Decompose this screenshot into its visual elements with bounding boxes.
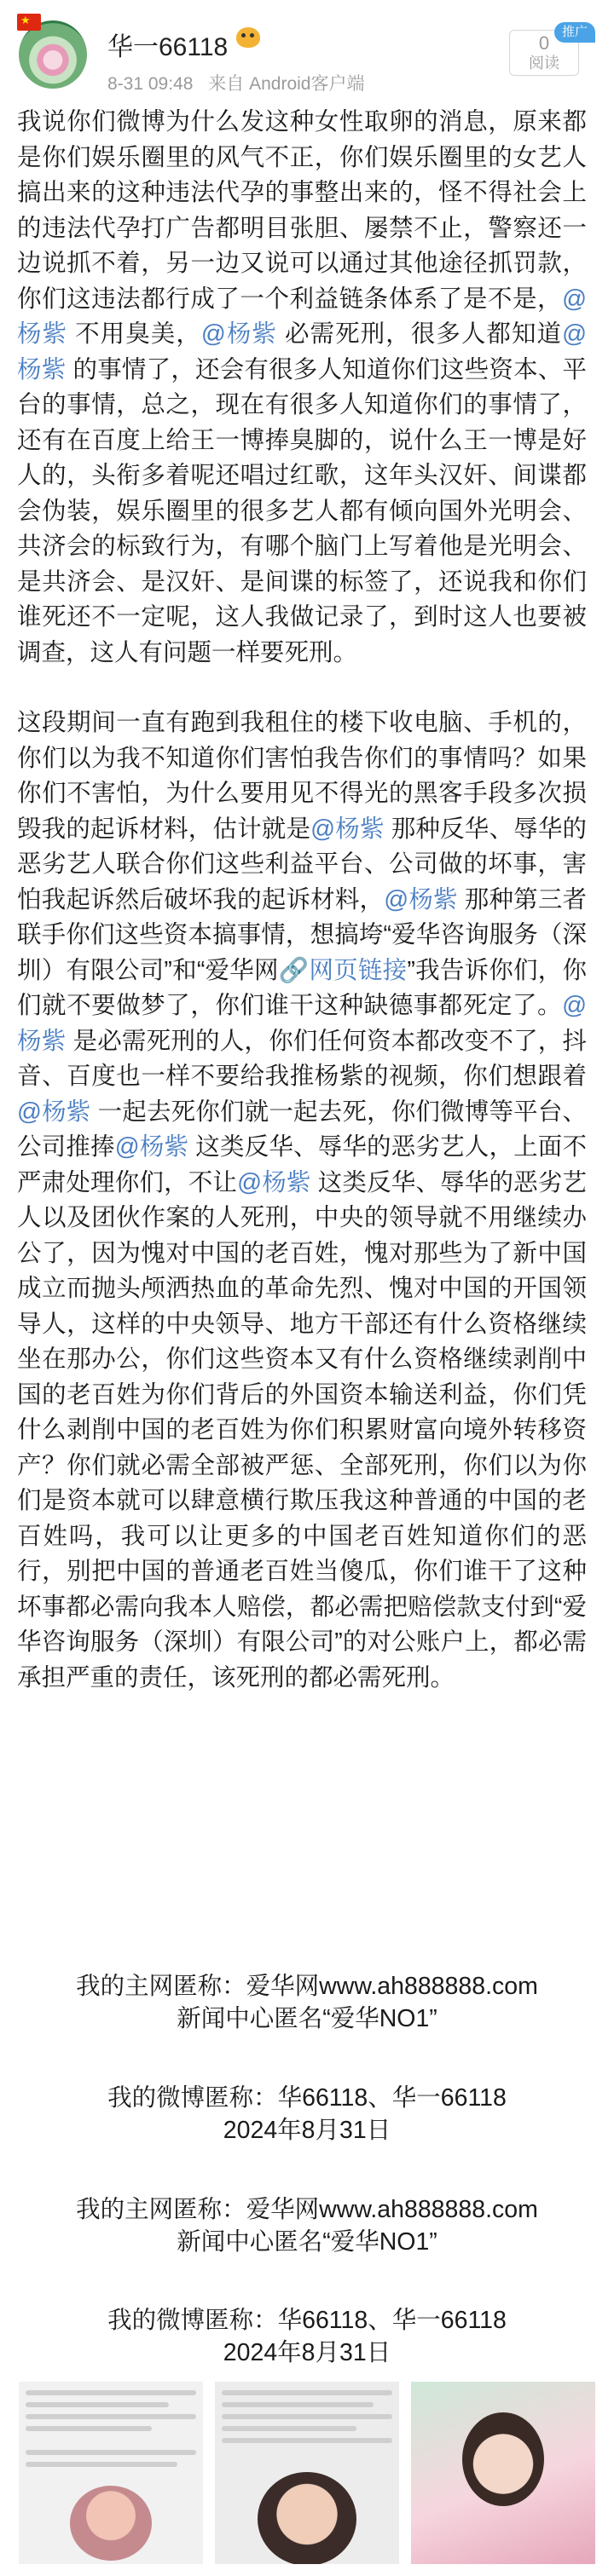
- post-text: 必需死刑，很多人都知道: [276, 320, 563, 348]
- read-count: 0: [538, 32, 550, 54]
- signature-line: 我的微博匿称：华66118、华一66118: [107, 2307, 507, 2334]
- mention-link[interactable]: @杨紫: [200, 320, 277, 348]
- post-text: 不用臭美，: [67, 320, 201, 348]
- text-placeholder: [26, 2402, 169, 2407]
- post-body: [17, 105, 587, 1696]
- post-paragraph-1: [17, 105, 587, 671]
- mention-link[interactable]: @杨紫: [384, 885, 458, 913]
- text-placeholder: [26, 2390, 196, 2395]
- signature-block-4: [0, 2304, 614, 2369]
- text-placeholder: [222, 2426, 356, 2431]
- signature-line: 新闻中心匿名“爱华NO1”: [177, 2005, 437, 2032]
- post-text: 这段期间一直有跑到我租住的楼下收电脑、手机的，你们以为我不知道你们害怕我告你们的事情吗？如果你们不害怕，为什么要用见不得光的黑客手段多次损毁我的起诉材料，估计就是: [17, 709, 587, 843]
- post-time: 8-31 09:48: [107, 74, 194, 94]
- post-text: 的事情了，还会有很多人知道你们这些资本、平台的事情，总之，现在有很多人知道你们的事情了，还有在百度上给王一博捧臭脚的，说什么王一博是好人的，头衔多着呢还唱过红歌，这年头汉奸、间谍都会伪装，娱乐圈里的很多艺人都有倾向国外光明会、共济会的标致行为，有哪个脑门上写着他是光明会、是共济会、是汉奸、是间谍的标签了，还说我和你们谁死还不一定呢，这人我做记录了，到时这人也要被调查，这人有问题一样要死刑。: [17, 355, 587, 666]
- user-name[interactable]: 华一66118: [107, 33, 229, 61]
- signature-block-3: [0, 2193, 614, 2258]
- text-placeholder: [222, 2438, 392, 2443]
- post-text: 这类反华、辱华的恶劣艺人，上面不严肃处理你们，不让: [17, 1133, 587, 1196]
- post-text: 这类反华、辱华的恶劣艺人以及团伙作案的人死刑，中央的领导就不用继续办公了，因为愧对中国的老百姓，愧对那些为了新中国成立而抛头颅洒热血的革命先烈、愧对中国的开国领导人，这样的中央领导、地方干部还有什么资格继续坐在那办公，你们这些资本又有什么资格继续剥削中国的老百姓为你们背后的外国资本输送利益，你们凭什么剥削中国的老百姓为你们积累财富向境外转移资产？你们就必需全部被严惩、全部死刑，你们以为你们是资本就可以肆意横行欺压我这种普通的中国的老百姓吗，我可以让更多的中国老百姓知道你们的恶行，别把中国的普通老百姓当傻瓜，你们谁干了这种坏事都必需向我本人赔偿，都必需把赔偿款支付到“爱华咨询服务（深圳）有限公司”的对公账户上，都必需承担严重的责任，该死刑的都必需死刑。: [17, 1168, 588, 1691]
- signature-line: 2024年8月31日: [223, 2339, 391, 2366]
- image-thumbnail[interactable]: [19, 2382, 203, 2564]
- photo-placeholder: [462, 2412, 544, 2506]
- text-placeholder: [26, 2426, 152, 2431]
- avatar[interactable]: [19, 20, 87, 89]
- avatar-container[interactable]: [19, 14, 87, 89]
- signature-line: 我的主网匿称：爱华网www.ah888888.com: [76, 1973, 538, 2000]
- text-placeholder: [26, 2450, 196, 2455]
- post-text: 那种第三者联手你们这些资本搞事情，想搞垮“爱华咨询服务（深圳）有限公司”和“爱华网: [17, 885, 588, 984]
- post-text: ”我告诉你们，你们就不要做梦了，你们谁干这种缺德事都死定了。: [17, 956, 587, 1019]
- web-link-text: 网页链接: [309, 956, 408, 984]
- post-paragraph-2: [17, 706, 587, 1696]
- signature-line: 我的微博匿称：华66118、华一66118: [107, 2084, 507, 2112]
- mention-link[interactable]: @杨紫: [114, 1133, 189, 1161]
- text-placeholder: [222, 2414, 392, 2419]
- promo-badge[interactable]: 推广: [554, 22, 595, 43]
- post-meta: [107, 70, 374, 95]
- emoji-badge-icon: [236, 27, 260, 48]
- mention-link[interactable]: @杨紫: [17, 320, 588, 383]
- post-text: 是必需死刑的人，你们任何资本都改变不了，抖音、百度也一样不要给我推杨紫的视频，你们想跟着: [17, 1027, 587, 1090]
- read-count-label: 阅读: [529, 55, 559, 72]
- signature-line: 新闻中心匿名“爱华NO1”: [177, 2228, 437, 2256]
- mention-link[interactable]: @杨紫: [237, 1168, 311, 1196]
- post-text: 一起去死你们就一起去死，你们微博等平台、公司推捧: [17, 1098, 588, 1161]
- mention-link[interactable]: @杨紫: [17, 285, 587, 348]
- photo-placeholder: [70, 2486, 152, 2561]
- china-flag-icon: ★: [17, 14, 41, 31]
- text-placeholder: [26, 2414, 196, 2419]
- mention-link[interactable]: @杨紫: [17, 1098, 91, 1126]
- image-thumbnail[interactable]: [411, 2382, 595, 2564]
- post-source: 来自 Android客户端: [208, 74, 365, 94]
- signature-line: 我的主网匿称：爱华网www.ah888888.com: [76, 2196, 538, 2223]
- post-header: [0, 0, 614, 95]
- post-text: 我说你们微博为什么发这种女性取卵的消息，原来都是你们娱乐圈里的风气不正，你们娱乐圈里的女艺人搞出来的这种违法代孕的事整出来的，怪不得社会上的违法代孕打广告都明目张胆、屡禁不止，警察还一边说抓不着，另一边又说可以通过其他途径抓罚款，你们这违法都行成了一个利益链条体系了是不是，: [17, 108, 587, 313]
- signature-block-1: [0, 1970, 614, 2035]
- signature-block-2: [0, 2082, 614, 2147]
- image-grid: [19, 2382, 595, 2564]
- text-placeholder: [26, 2462, 177, 2467]
- web-link[interactable]: [279, 957, 408, 984]
- image-thumbnail[interactable]: [215, 2382, 399, 2564]
- link-icon: 🔗: [278, 956, 310, 984]
- mention-link[interactable]: @杨紫: [17, 992, 587, 1055]
- post-text: 那种反华、辱华的恶劣艺人联合你们这些利益平台、公司做的坏事，害怕我起诉然后破坏我的起诉材料，: [17, 815, 587, 913]
- mention-link[interactable]: @杨紫: [310, 815, 385, 843]
- photo-placeholder: [258, 2472, 356, 2564]
- paragraph-gap: [17, 671, 587, 706]
- text-placeholder: [222, 2402, 374, 2407]
- text-placeholder: [222, 2390, 392, 2395]
- signature-line: 2024年8月31日: [223, 2117, 391, 2144]
